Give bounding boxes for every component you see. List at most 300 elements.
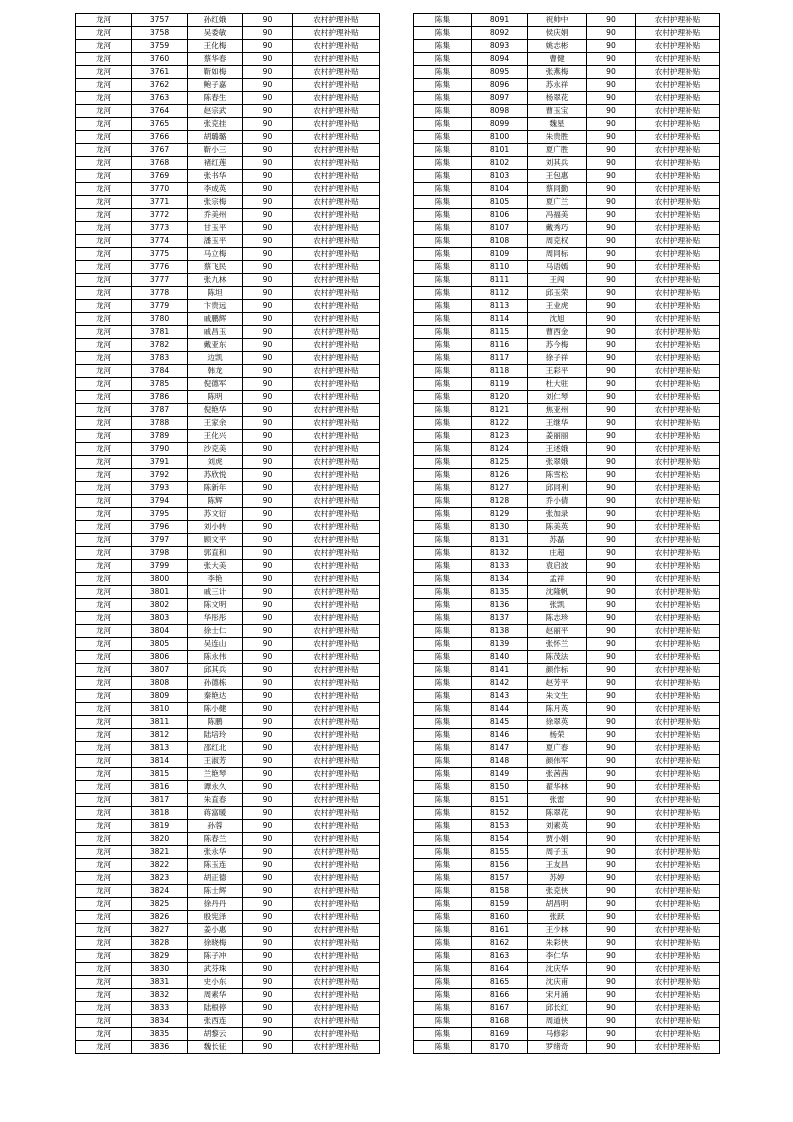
name-cell: 张克挂 xyxy=(188,118,243,131)
name-cell: 陈玉连 xyxy=(188,859,243,872)
name-cell: 靳如梅 xyxy=(188,66,243,79)
region-cell: 龙河 xyxy=(76,586,132,599)
amount-cell: 90 xyxy=(243,339,293,352)
amount-cell: 90 xyxy=(587,209,636,222)
region-cell: 陈集 xyxy=(414,235,472,248)
table-row xyxy=(414,144,720,157)
amount-cell: 90 xyxy=(243,794,293,807)
number-cell: 3825 xyxy=(132,898,188,911)
amount-cell: 90 xyxy=(243,677,293,690)
region-cell: 龙河 xyxy=(76,14,132,27)
region-cell: 陈集 xyxy=(414,14,472,27)
name-cell: 张怀兰 xyxy=(528,638,587,651)
region-cell: 龙河 xyxy=(76,820,132,833)
name-cell: 陈永伟 xyxy=(188,651,243,664)
region-cell: 龙河 xyxy=(76,716,132,729)
subsidy-type-cell: 农村护理补贴 xyxy=(293,742,380,755)
subsidy-type-cell: 农村护理补贴 xyxy=(636,469,720,482)
number-cell: 8131 xyxy=(472,534,528,547)
amount-cell: 90 xyxy=(243,313,293,326)
amount-cell: 90 xyxy=(243,157,293,170)
region-cell: 陈集 xyxy=(414,690,472,703)
number-cell: 3809 xyxy=(132,690,188,703)
amount-cell: 90 xyxy=(243,274,293,287)
name-cell: 徐丹丹 xyxy=(188,898,243,911)
region-cell: 陈集 xyxy=(414,651,472,664)
subsidy-type-cell: 农村护理补贴 xyxy=(293,781,380,794)
table-row xyxy=(76,781,380,794)
region-cell: 陈集 xyxy=(414,560,472,573)
amount-cell: 90 xyxy=(243,599,293,612)
table-row xyxy=(76,92,380,105)
number-cell: 3779 xyxy=(132,300,188,313)
number-cell: 3814 xyxy=(132,755,188,768)
name-cell: 周同标 xyxy=(528,248,587,261)
subsidy-type-cell: 农村护理补贴 xyxy=(636,456,720,469)
number-cell: 8130 xyxy=(472,521,528,534)
amount-cell: 90 xyxy=(243,40,293,53)
table-row xyxy=(414,261,720,274)
subsidy-type-cell: 农村护理补贴 xyxy=(293,729,380,742)
amount-cell: 90 xyxy=(587,378,636,391)
name-cell: 胡正德 xyxy=(188,872,243,885)
region-cell: 陈集 xyxy=(414,92,472,105)
name-cell: 陈鹏 xyxy=(188,716,243,729)
amount-cell: 90 xyxy=(587,651,636,664)
amount-cell: 90 xyxy=(587,872,636,885)
amount-cell: 90 xyxy=(243,391,293,404)
region-cell: 陈集 xyxy=(414,456,472,469)
name-cell: 焦亚州 xyxy=(528,404,587,417)
subsidy-type-cell: 农村护理补贴 xyxy=(293,27,380,40)
amount-cell: 90 xyxy=(587,690,636,703)
name-cell: 张加录 xyxy=(528,508,587,521)
subsidy-type-cell: 农村护理补贴 xyxy=(636,859,720,872)
number-cell: 8123 xyxy=(472,430,528,443)
amount-cell: 90 xyxy=(587,326,636,339)
amount-cell: 90 xyxy=(243,560,293,573)
subsidy-type-cell: 农村护理补贴 xyxy=(293,976,380,989)
amount-cell: 90 xyxy=(587,833,636,846)
region-cell: 龙河 xyxy=(76,560,132,573)
name-cell: 王淑芳 xyxy=(188,755,243,768)
subsidy-type-cell: 农村护理补贴 xyxy=(636,417,720,430)
amount-cell: 90 xyxy=(587,157,636,170)
subsidy-type-cell: 农村护理补贴 xyxy=(293,222,380,235)
amount-cell: 90 xyxy=(587,443,636,456)
amount-cell: 90 xyxy=(243,625,293,638)
table-row xyxy=(414,638,720,651)
subsidy-type-cell: 农村护理补贴 xyxy=(293,118,380,131)
table-row xyxy=(414,742,720,755)
amount-cell: 90 xyxy=(243,989,293,1002)
name-cell: 张燕梅 xyxy=(528,66,587,79)
number-cell: 3761 xyxy=(132,66,188,79)
number-cell: 3813 xyxy=(132,742,188,755)
table-row xyxy=(414,209,720,222)
amount-cell: 90 xyxy=(587,703,636,716)
name-cell: 史小东 xyxy=(188,976,243,989)
table-row xyxy=(414,365,720,378)
table-row xyxy=(414,430,720,443)
name-cell: 苏婷 xyxy=(528,872,587,885)
name-cell: 刘仁琴 xyxy=(528,391,587,404)
number-cell: 3782 xyxy=(132,339,188,352)
region-cell: 龙河 xyxy=(76,482,132,495)
amount-cell: 90 xyxy=(587,144,636,157)
table-row xyxy=(76,755,380,768)
table-row xyxy=(76,66,380,79)
number-cell: 8159 xyxy=(472,898,528,911)
number-cell: 3822 xyxy=(132,859,188,872)
amount-cell: 90 xyxy=(587,66,636,79)
region-cell: 龙河 xyxy=(76,859,132,872)
number-cell: 8152 xyxy=(472,807,528,820)
name-cell: 苏磊 xyxy=(528,534,587,547)
table-row xyxy=(76,40,380,53)
table-row xyxy=(414,872,720,885)
table-row xyxy=(76,27,380,40)
subsidy-type-cell: 农村护理补贴 xyxy=(293,170,380,183)
table-row xyxy=(414,222,720,235)
name-cell: 侯庆娟 xyxy=(528,27,587,40)
subsidy-type-cell: 农村护理补贴 xyxy=(293,339,380,352)
amount-cell: 90 xyxy=(243,846,293,859)
amount-cell: 90 xyxy=(587,274,636,287)
amount-cell: 90 xyxy=(243,235,293,248)
table-row xyxy=(414,14,720,27)
name-cell: 戴秀巧 xyxy=(528,222,587,235)
subsidy-type-cell: 农村护理补贴 xyxy=(293,495,380,508)
amount-cell: 90 xyxy=(243,950,293,963)
number-cell: 8151 xyxy=(472,794,528,807)
subsidy-type-cell: 农村护理补贴 xyxy=(636,872,720,885)
name-cell: 张雷 xyxy=(528,794,587,807)
subsidy-type-cell: 农村护理补贴 xyxy=(293,40,380,53)
region-cell: 龙河 xyxy=(76,781,132,794)
number-cell: 8139 xyxy=(472,638,528,651)
region-cell: 陈集 xyxy=(414,703,472,716)
name-cell: 曹健 xyxy=(528,53,587,66)
subsidy-type-cell: 农村护理补贴 xyxy=(636,391,720,404)
amount-cell: 90 xyxy=(587,586,636,599)
amount-cell: 90 xyxy=(243,820,293,833)
number-cell: 3824 xyxy=(132,885,188,898)
amount-cell: 90 xyxy=(587,820,636,833)
name-cell: 徐晓梅 xyxy=(188,937,243,950)
name-cell: 姚志彬 xyxy=(528,40,587,53)
name-cell: 靳小三 xyxy=(188,144,243,157)
amount-cell: 90 xyxy=(587,1002,636,1015)
number-cell: 3793 xyxy=(132,482,188,495)
name-cell: 谭永久 xyxy=(188,781,243,794)
subsidy-type-cell: 农村护理补贴 xyxy=(636,638,720,651)
region-cell: 陈集 xyxy=(414,157,472,170)
region-cell: 陈集 xyxy=(414,677,472,690)
table-row xyxy=(76,53,380,66)
table-row xyxy=(414,924,720,937)
name-cell: 颜伟军 xyxy=(528,755,587,768)
name-cell: 苏文衍 xyxy=(188,508,243,521)
subsidy-type-cell: 农村护理补贴 xyxy=(293,274,380,287)
name-cell: 陈茂法 xyxy=(528,651,587,664)
name-cell: 徐子祥 xyxy=(528,352,587,365)
subsidy-type-cell: 农村护理补贴 xyxy=(293,92,380,105)
table-row xyxy=(76,560,380,573)
table-row xyxy=(414,781,720,794)
number-cell: 3770 xyxy=(132,183,188,196)
subsidy-type-cell: 农村护理补贴 xyxy=(636,92,720,105)
name-cell: 朱直春 xyxy=(188,794,243,807)
name-cell: 吴连山 xyxy=(188,638,243,651)
amount-cell: 90 xyxy=(587,794,636,807)
region-cell: 龙河 xyxy=(76,664,132,677)
region-cell: 龙河 xyxy=(76,209,132,222)
name-cell: 邱其兵 xyxy=(188,664,243,677)
region-cell: 陈集 xyxy=(414,417,472,430)
amount-cell: 90 xyxy=(243,378,293,391)
name-cell: 赵丽平 xyxy=(528,625,587,638)
subsidy-type-cell: 农村护理补贴 xyxy=(636,547,720,560)
region-cell: 陈集 xyxy=(414,820,472,833)
amount-cell: 90 xyxy=(243,1002,293,1015)
subsidy-type-cell: 农村护理补贴 xyxy=(293,443,380,456)
subsidy-type-cell: 农村护理补贴 xyxy=(293,261,380,274)
name-cell: 朱文生 xyxy=(528,690,587,703)
table-row xyxy=(414,677,720,690)
table-row xyxy=(76,417,380,430)
name-cell: 陈美英 xyxy=(528,521,587,534)
region-cell: 龙河 xyxy=(76,352,132,365)
table-row xyxy=(414,92,720,105)
name-cell: 顾文平 xyxy=(188,534,243,547)
region-cell: 陈集 xyxy=(414,898,472,911)
region-cell: 陈集 xyxy=(414,40,472,53)
name-cell: 刘其兵 xyxy=(528,157,587,170)
number-cell: 3790 xyxy=(132,443,188,456)
table-row xyxy=(414,339,720,352)
table-row xyxy=(76,352,380,365)
number-cell: 3789 xyxy=(132,430,188,443)
subsidy-type-cell: 农村护理补贴 xyxy=(636,781,720,794)
table-row xyxy=(76,872,380,885)
region-cell: 陈集 xyxy=(414,534,472,547)
region-cell: 龙河 xyxy=(76,495,132,508)
name-cell: 陆培玲 xyxy=(188,729,243,742)
region-cell: 陈集 xyxy=(414,27,472,40)
name-cell: 韩龙 xyxy=(188,365,243,378)
region-cell: 陈集 xyxy=(414,638,472,651)
amount-cell: 90 xyxy=(243,755,293,768)
region-cell: 陈集 xyxy=(414,586,472,599)
subsidy-type-cell: 农村护理补贴 xyxy=(636,976,720,989)
number-cell: 3816 xyxy=(132,781,188,794)
table-row xyxy=(76,599,380,612)
amount-cell: 90 xyxy=(587,599,636,612)
region-cell: 龙河 xyxy=(76,339,132,352)
name-cell: 戚鹏辉 xyxy=(188,313,243,326)
amount-cell: 90 xyxy=(243,898,293,911)
region-cell: 龙河 xyxy=(76,183,132,196)
subsidy-type-cell: 农村护理补贴 xyxy=(636,560,720,573)
region-cell: 龙河 xyxy=(76,677,132,690)
number-cell: 3811 xyxy=(132,716,188,729)
region-cell: 龙河 xyxy=(76,105,132,118)
subsidy-type-cell: 农村护理补贴 xyxy=(293,521,380,534)
table-row xyxy=(76,937,380,950)
subsidy-type-cell: 农村护理补贴 xyxy=(293,898,380,911)
region-cell: 龙河 xyxy=(76,989,132,1002)
subsidy-type-cell: 农村护理补贴 xyxy=(636,209,720,222)
table-row xyxy=(76,924,380,937)
subsidy-type-cell: 农村护理补贴 xyxy=(636,898,720,911)
region-cell: 龙河 xyxy=(76,79,132,92)
subsidy-type-cell: 农村护理补贴 xyxy=(293,586,380,599)
number-cell: 3835 xyxy=(132,1028,188,1041)
table-row xyxy=(414,417,720,430)
name-cell: 沈庆甫 xyxy=(528,976,587,989)
number-cell: 3780 xyxy=(132,313,188,326)
amount-cell: 90 xyxy=(587,183,636,196)
table-row xyxy=(414,118,720,131)
number-cell: 3810 xyxy=(132,703,188,716)
name-cell: 王少林 xyxy=(528,924,587,937)
name-cell: 苏永祥 xyxy=(528,79,587,92)
name-cell: 刘小转 xyxy=(188,521,243,534)
number-cell: 8124 xyxy=(472,443,528,456)
region-cell: 陈集 xyxy=(414,495,472,508)
table-row xyxy=(414,573,720,586)
subsidy-type-cell: 农村护理补贴 xyxy=(636,274,720,287)
subsidy-type-cell: 农村护理补贴 xyxy=(636,1015,720,1028)
region-cell: 陈集 xyxy=(414,833,472,846)
amount-cell: 90 xyxy=(243,443,293,456)
subsidy-type-cell: 农村护理补贴 xyxy=(636,989,720,1002)
name-cell: 王继华 xyxy=(528,417,587,430)
table-row xyxy=(76,1002,380,1015)
name-cell: 王化梅 xyxy=(188,40,243,53)
subsidy-type-cell: 农村护理补贴 xyxy=(293,950,380,963)
amount-cell: 90 xyxy=(587,937,636,950)
amount-cell: 90 xyxy=(243,27,293,40)
table-row xyxy=(414,846,720,859)
number-cell: 3830 xyxy=(132,963,188,976)
subsidy-type-cell: 农村护理补贴 xyxy=(293,1028,380,1041)
name-cell: 陈新年 xyxy=(188,482,243,495)
subsidy-type-cell: 农村护理补贴 xyxy=(293,196,380,209)
amount-cell: 90 xyxy=(243,352,293,365)
number-cell: 8134 xyxy=(472,573,528,586)
number-cell: 8162 xyxy=(472,937,528,950)
name-cell: 殷宪泽 xyxy=(188,911,243,924)
number-cell: 3760 xyxy=(132,53,188,66)
amount-cell: 90 xyxy=(587,508,636,521)
subsidy-type-cell: 农村护理补贴 xyxy=(636,326,720,339)
number-cell: 3805 xyxy=(132,638,188,651)
amount-cell: 90 xyxy=(243,781,293,794)
number-cell: 3833 xyxy=(132,1002,188,1015)
region-cell: 陈集 xyxy=(414,547,472,560)
name-cell: 王彩平 xyxy=(528,365,587,378)
amount-cell: 90 xyxy=(587,612,636,625)
subsidy-type-cell: 农村护理补贴 xyxy=(293,1041,380,1054)
region-cell: 陈集 xyxy=(414,378,472,391)
number-cell: 3791 xyxy=(132,456,188,469)
region-cell: 龙河 xyxy=(76,534,132,547)
subsidy-type-cell: 农村护理补贴 xyxy=(293,625,380,638)
table-row xyxy=(76,742,380,755)
number-cell: 8111 xyxy=(472,274,528,287)
table-row xyxy=(414,469,720,482)
number-cell: 8094 xyxy=(472,53,528,66)
name-cell: 陈辉 xyxy=(188,495,243,508)
region-cell: 龙河 xyxy=(76,573,132,586)
table-row xyxy=(76,469,380,482)
subsidy-type-cell: 农村护理补贴 xyxy=(636,599,720,612)
name-cell: 张九林 xyxy=(188,274,243,287)
subsidy-type-cell: 农村护理补贴 xyxy=(293,560,380,573)
number-cell: 8129 xyxy=(472,508,528,521)
name-cell: 乔美州 xyxy=(188,209,243,222)
amount-cell: 90 xyxy=(587,352,636,365)
name-cell: 徐士仁 xyxy=(188,625,243,638)
region-cell: 陈集 xyxy=(414,846,472,859)
region-cell: 龙河 xyxy=(76,313,132,326)
name-cell: 王家余 xyxy=(188,417,243,430)
subsidy-type-cell: 农村护理补贴 xyxy=(636,937,720,950)
region-cell: 龙河 xyxy=(76,976,132,989)
name-cell: 蔡华春 xyxy=(188,53,243,66)
region-cell: 陈集 xyxy=(414,313,472,326)
number-cell: 8167 xyxy=(472,1002,528,1015)
name-cell: 贾小娟 xyxy=(528,833,587,846)
subsidy-type-cell: 农村护理补贴 xyxy=(636,911,720,924)
name-cell: 夏广兰 xyxy=(528,196,587,209)
region-cell: 龙河 xyxy=(76,274,132,287)
region-cell: 陈集 xyxy=(414,885,472,898)
amount-cell: 90 xyxy=(243,716,293,729)
region-cell: 陈集 xyxy=(414,209,472,222)
amount-cell: 90 xyxy=(587,248,636,261)
number-cell: 8170 xyxy=(472,1041,528,1054)
subsidy-type-cell: 农村护理补贴 xyxy=(293,924,380,937)
region-cell: 龙河 xyxy=(76,885,132,898)
name-cell: 张西连 xyxy=(188,1015,243,1028)
subsidy-type-cell: 农村护理补贴 xyxy=(636,300,720,313)
amount-cell: 90 xyxy=(243,261,293,274)
subsidy-type-cell: 农村护理补贴 xyxy=(293,14,380,27)
table-row xyxy=(76,404,380,417)
table-row xyxy=(414,183,720,196)
name-cell: 杨荣 xyxy=(528,729,587,742)
table-row xyxy=(76,196,380,209)
region-cell: 龙河 xyxy=(76,963,132,976)
number-cell: 3768 xyxy=(132,157,188,170)
region-cell: 龙河 xyxy=(76,456,132,469)
amount-cell: 90 xyxy=(243,326,293,339)
region-cell: 陈集 xyxy=(414,599,472,612)
table-row xyxy=(414,1015,720,1028)
subsidy-type-cell: 农村护理补贴 xyxy=(293,534,380,547)
table-row xyxy=(76,716,380,729)
region-cell: 陈集 xyxy=(414,118,472,131)
amount-cell: 90 xyxy=(587,1041,636,1054)
name-cell: 陈士辉 xyxy=(188,885,243,898)
number-cell: 3795 xyxy=(132,508,188,521)
subsidy-type-cell: 农村护理补贴 xyxy=(293,183,380,196)
table-row xyxy=(414,859,720,872)
table-row xyxy=(76,690,380,703)
